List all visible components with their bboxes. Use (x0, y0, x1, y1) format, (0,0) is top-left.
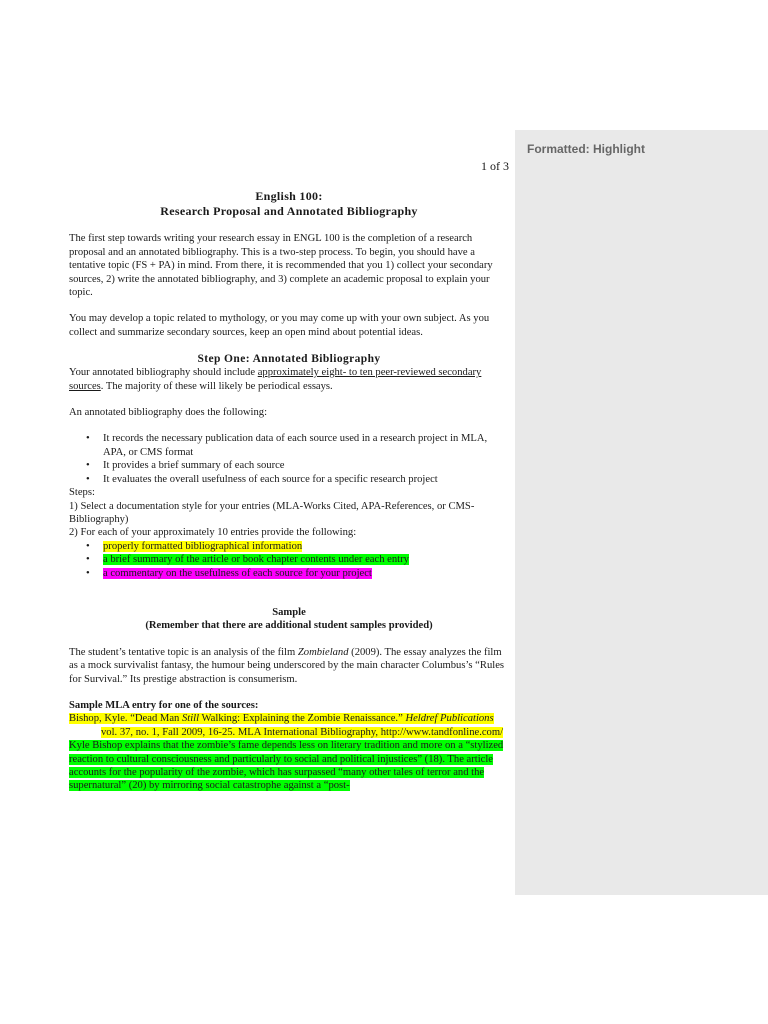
steps-label: Steps: (69, 487, 95, 499)
comment-margin-pane (515, 130, 768, 895)
mla-entry: Bishop, Kyle. “Dead Man Still Walking: Explaining the Zombie Renaissance.” Heldref Publications vol. 37, no. 1, Fall 2009, 16-25. MLA International Bibliography, http://www.tandfonline.com/ (69, 713, 504, 738)
title-line-1: English 100: (255, 189, 323, 204)
intro-paragraph: The first step towards writing your research essay in ENGL 100 is the completion of a research proposal and an annotated bibliography. This is a two-step process. To begin, you should have a tentative topic (FS + PA) in mind. From there, it is recommended that you 1) collect your secondary sources, 2) write the annotated bibliography, and 3) complete an academic proposal to explain your topic. (69, 233, 493, 299)
list-item: • It provides a brief summary of each source (103, 459, 509, 472)
step-one-heading: Step One: Annotated Bibliography (197, 353, 381, 366)
title-line-2: Research Proposal and Annotated Bibliography (160, 204, 418, 219)
list-item: • a brief summary of the article or book chapter contents under each entry (103, 553, 509, 566)
step-1-text: 1) Select a documentation style for your entries (MLA-Works Cited, APA-References, or CMS-Bibliography) (69, 500, 475, 525)
sample-heading: Sample (272, 606, 306, 618)
step-one-paragraph: Your annotated bibliography should include approximately eight- to ten peer-reviewed secondary sources. The majority of these will likely be periodical essays. (69, 367, 482, 392)
document-page (69, 160, 509, 793)
list-item: • properly formatted bibliographical information (103, 540, 509, 553)
comment-label: Formatted: Highlight (527, 142, 645, 156)
topic-paragraph: You may develop a topic related to mythology, or you may come up with your own subject. As you collect and summarize secondary sources, keep an open mind about potential ideas. (69, 313, 490, 338)
entry-summary: Kyle Bishop explains that the zombie’s fame depends less on literary tradition and more on a “stylized reaction to cultural consciousness and particularly to social and political injustices” (18). The article accounts for the popularity of the zombie, which has surpassed “many other tales of terror and the supernatural” (20) by mirroring social catastrophe against a “post- (69, 740, 504, 792)
list-item: • It records the necessary publication data of each source used in a research project in MLA, APA, or CMS format (103, 432, 509, 459)
list-item: • a commentary on the usefulness of each source for your project (103, 567, 509, 580)
highlight-bullet-list (69, 540, 509, 580)
step-2-text: 2) For each of your approximately 10 entries provide the following: (69, 527, 357, 539)
page-number: 1 of 3 (481, 159, 509, 173)
sample-topic-paragraph: The student’s tentative topic is an analysis of the film Zombieland (2009). The essay analyzes the film as a mock survivalist fantasy, the humour being underscored by the main character Columbus’s “Rules for Survival.” Its prestige abstraction is consumerism. (69, 646, 505, 685)
list-item: • It evaluates the overall usefulness of each source for a specific research project (103, 473, 509, 486)
sample-subheading: (Remember that there are additional student samples provided) (145, 620, 433, 632)
sample-mla-label: Sample MLA entry for one of the sources: (69, 699, 259, 711)
bullet-list (69, 432, 509, 486)
does-following-text: An annotated bibliography does the following: (69, 407, 268, 419)
